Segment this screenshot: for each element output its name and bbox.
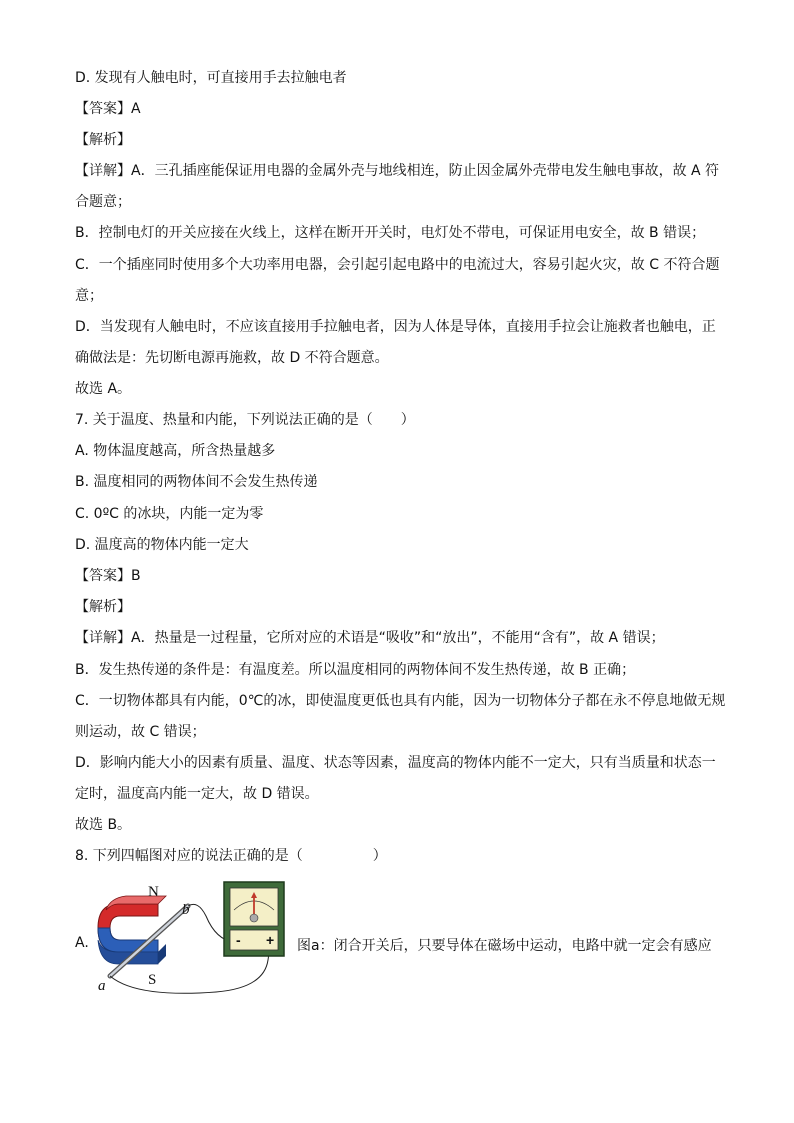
q7-option-b: B. 温度相同的两物体间不会发生热传递 <box>75 474 318 490</box>
q7-option-a: A. 物体温度越高，所含热量越多 <box>75 443 276 459</box>
q6-detail-b: B．控制电灯的开关应接在火线上，这样在断开开关时，电灯处不带电，可保证用电安全，故 B 错误； <box>75 225 706 241</box>
q7-option-c: C. 0ºC 的冰块，内能一定为零 <box>75 506 264 522</box>
q6-detail-c-line2: 意； <box>75 288 103 304</box>
q7-stem: 7. 关于温度、热量和内能，下列说法正确的是（ ） <box>75 412 415 428</box>
q7-detail-d-line1: D．影响内能大小的因素有质量、温度、状态等因素，温度高的物体内能不一定大，只有当质量和状态一 <box>75 755 716 771</box>
q6-analysis-label: 【解析】 <box>75 132 131 148</box>
q8-stem: 8. 下列四幅图对应的说法正确的是（ ） <box>75 848 387 864</box>
q7-analysis-label: 【解析】 <box>75 599 131 615</box>
q8-option-a-label: A. <box>75 935 89 951</box>
q6-detail-c-line1: C．一个插座同时使用多个大功率用电器，会引起引起电路中的电流过大，容易引起火灾，故 C 不符合题 <box>75 257 720 273</box>
q7-detail-b: B．发生热传递的条件是：有温度差。所以温度相同的两物体间不发生热传递，故 B 正确； <box>75 662 636 678</box>
q6-detail-d-line1: D．当发现有人触电时，不应该直接用手拉触电者，因为人体是导体，直接用手拉会让施救者也触电，正 <box>75 319 716 335</box>
q7-option-d: D. 温度高的物体内能一定大 <box>75 537 249 553</box>
q6-detail-a-line2: 合题意； <box>75 194 131 210</box>
electromagnetic-induction-figure <box>96 880 292 1000</box>
label-minus: - <box>236 932 241 948</box>
q7-answer: 【答案】B <box>75 568 141 584</box>
label-south: S <box>148 972 157 988</box>
label-north: N <box>148 884 159 900</box>
q7-detail-a: 【详解】A．热量是一过程量，它所对应的术语是“吸收”和“放出”，不能用“含有”，故 A 错误； <box>75 630 665 646</box>
label-plus: + <box>266 932 275 948</box>
q7-detail-c-line1: C．一切物体都具有内能，0℃的冰，即使温度更低也具有内能，因为一切物体分子都在永不停息地做无规 <box>75 693 726 709</box>
galvanometer <box>224 882 284 956</box>
q6-option-d: D. 发现有人触电时，可直接用手去拉触电者 <box>75 70 347 86</box>
q6-detail-d-line2: 确做法是：先切断电源再施救，故 D 不符合题意。 <box>75 350 389 366</box>
q7-detail-c-line2: 则运动，故 C 错误； <box>75 724 206 740</box>
q7-detail-d-line2: 定时，温度高内能一定大，故 D 错误。 <box>75 786 319 802</box>
q8-option-a-text: 图a：闭合开关后，只要导体在磁场中运动，电路中就一定会有感应 <box>297 938 712 954</box>
q6-detail-a-line1: 【详解】A．三孔插座能保证用电器的金属外壳与地线相连，防止因金属外壳带电发生触电事故，故 A 符 <box>75 163 720 179</box>
q6-answer: 【答案】A <box>75 101 141 117</box>
label-b: b <box>182 902 190 918</box>
q6-conclusion: 故选 A。 <box>75 381 132 397</box>
q7-conclusion: 故选 B。 <box>75 817 132 833</box>
label-a: a <box>98 978 106 994</box>
